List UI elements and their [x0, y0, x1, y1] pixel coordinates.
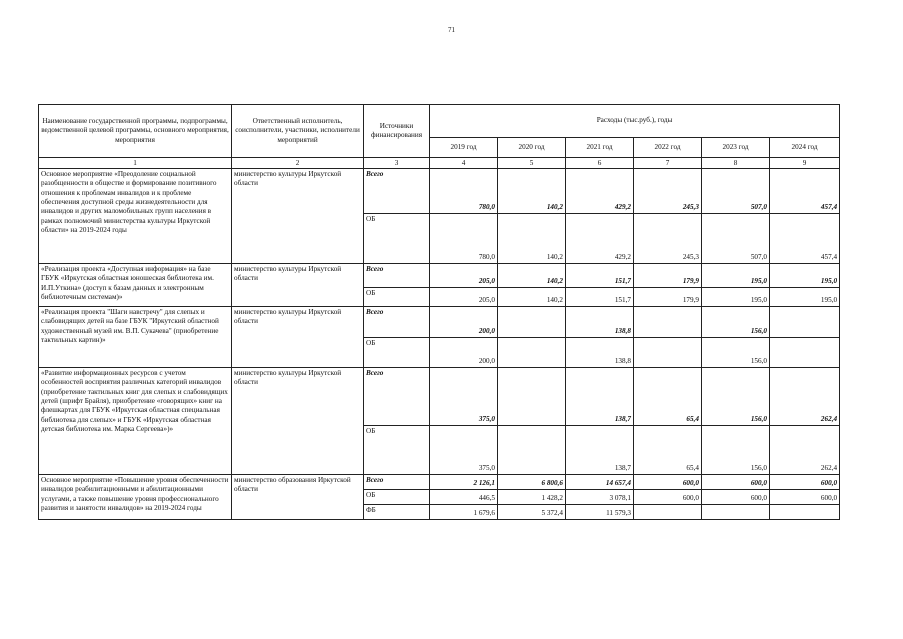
expense-value: 375,0	[430, 368, 498, 426]
funding-source: ОБ	[364, 490, 430, 505]
table-row	[39, 169, 840, 214]
expense-value: 1 428,2	[498, 490, 566, 505]
expense-value: 245,3	[634, 169, 702, 214]
expense-value	[702, 505, 770, 520]
expenses-table	[38, 104, 840, 520]
header-name: Наименование государственной программы, подпрограммы, ведомственной целевой программы, основного мероприятия, мероприятия	[39, 105, 232, 158]
expense-value: 205,0	[430, 264, 498, 288]
expense-value: 195,0	[702, 264, 770, 288]
expense-value: 140,2	[498, 264, 566, 288]
expense-value	[634, 505, 702, 520]
expense-value: 6 800,6	[498, 475, 566, 490]
header-year: 2021 год	[566, 138, 634, 158]
expense-value	[770, 338, 840, 368]
expense-value: 200,0	[430, 307, 498, 338]
table-row	[39, 264, 840, 288]
expense-value: 245,3	[634, 214, 702, 264]
table-row	[39, 307, 840, 338]
expense-value: 507,0	[702, 169, 770, 214]
header-expenses: Расходы (тыс.руб.), годы	[430, 105, 840, 138]
column-number: 4	[430, 158, 498, 169]
executor: министерство культуры Иркутской области	[232, 368, 364, 475]
header-year: 2024 год	[770, 138, 840, 158]
expense-value: 600,0	[770, 490, 840, 505]
activity-name: Основное мероприятие «Преодоление социальной разобщенности в обществе и формирование позитивного отношения к проблемам инвалидов и к проблеме обеспечения доступной среды жизнедеятельности для инвалидов и других маломобильных групп населения в рамках полномочий министерства культуры Иркутской области» на 2019-2024 годы	[39, 169, 232, 264]
expense-value: 600,0	[702, 475, 770, 490]
column-number: 3	[364, 158, 430, 169]
expense-value: 262,4	[770, 426, 840, 475]
expense-value: 138,8	[566, 338, 634, 368]
expense-value: 179,9	[634, 264, 702, 288]
column-number: 8	[702, 158, 770, 169]
expense-value: 140,2	[498, 288, 566, 307]
expense-value: 156,0	[702, 368, 770, 426]
header-executor: Ответственный исполнитель, соисполнители, участники, исполнители мероприятий	[232, 105, 364, 158]
expense-value: 156,0	[702, 307, 770, 338]
expense-value: 375,0	[430, 426, 498, 475]
activity-name: «Развитие информационных ресурсов с учетом особенностей восприятия различных категорий инвалидов (приобретение тактильных книг для слепых и слабовидящих детей (шрифт Брайля), приобретение «говорящих» книг на флешкартах для ГБУК «Иркутская областная специальная библиотека для слепых» и ГБУК «Иркутская областная детская библиотека им. Марка Сергеева»)»	[39, 368, 232, 475]
expense-value: 780,0	[430, 169, 498, 214]
expense-value: 195,0	[770, 264, 840, 288]
expense-value: 156,0	[702, 426, 770, 475]
expense-value: 429,2	[566, 214, 634, 264]
expense-value: 151,7	[566, 288, 634, 307]
expense-value: 140,2	[498, 169, 566, 214]
header-year: 2023 год	[702, 138, 770, 158]
expense-value: 65,4	[634, 426, 702, 475]
header-year: 2019 год	[430, 138, 498, 158]
expense-value: 5 372,4	[498, 505, 566, 520]
expense-value: 14 657,4	[566, 475, 634, 490]
expense-value: 205,0	[430, 288, 498, 307]
column-number: 1	[39, 158, 232, 169]
expense-value	[498, 338, 566, 368]
expense-value: 3 078,1	[566, 490, 634, 505]
expense-value: 457,4	[770, 169, 840, 214]
expense-value: 780,0	[430, 214, 498, 264]
activity-name: Основное мероприятие «Повышение уровня обеспеченности инвалидов реабилитационными и абилитационными услугами, а также повышение уровня профессионального развития и занятости инвалидов» на 2019-2024 годы	[39, 475, 232, 520]
expense-value: 156,0	[702, 338, 770, 368]
expense-value: 179,9	[634, 288, 702, 307]
expense-value: 11 579,3	[566, 505, 634, 520]
executor: министерство культуры Иркутской области	[232, 264, 364, 307]
expense-value: 507,0	[702, 214, 770, 264]
page-number: 71	[448, 26, 455, 34]
expense-value: 600,0	[702, 490, 770, 505]
expense-value: 195,0	[770, 288, 840, 307]
column-number: 9	[770, 158, 840, 169]
expense-value: 65,4	[634, 368, 702, 426]
activity-name: «Реализация проекта «Доступная информация» на базе ГБУК «Иркутская областная юношеская библиотека им. И.П.Уткина» (доступ к базам данных и электронным библиотечным системам)»	[39, 264, 232, 307]
funding-source: ОБ	[364, 338, 430, 368]
expense-value: 600,0	[770, 475, 840, 490]
expense-value: 140,2	[498, 214, 566, 264]
column-number: 6	[566, 158, 634, 169]
expense-value: 429,2	[566, 169, 634, 214]
funding-source: Всего	[364, 475, 430, 490]
table-row	[39, 368, 840, 426]
column-number: 2	[232, 158, 364, 169]
expense-value: 138,7	[566, 368, 634, 426]
executor: министерство образования Иркутской области	[232, 475, 364, 520]
expense-value: 138,7	[566, 426, 634, 475]
expense-value: 138,8	[566, 307, 634, 338]
column-number: 7	[634, 158, 702, 169]
expense-value	[498, 307, 566, 338]
executor: министерство культуры Иркутской области	[232, 307, 364, 368]
expense-value: 195,0	[702, 288, 770, 307]
header-year: 2022 год	[634, 138, 702, 158]
expense-value	[498, 368, 566, 426]
funding-source: Всего	[364, 307, 430, 338]
expense-value: 151,7	[566, 264, 634, 288]
executor: министерство культуры Иркутской области	[232, 169, 364, 264]
funding-source: Всего	[364, 368, 430, 426]
expense-value: 262,4	[770, 368, 840, 426]
activity-name: «Реализация проекта "Шаги навстречу" для слепых и слабовидящих детей на базе ГБУК "Иркутский областной художественный музей им. В.П. Сукачева" (приобретение тактильных картин)»	[39, 307, 232, 368]
funding-source: Всего	[364, 169, 430, 214]
expense-value: 600,0	[634, 475, 702, 490]
table-row	[39, 475, 840, 490]
funding-source: ФБ	[364, 505, 430, 520]
expense-value	[498, 426, 566, 475]
expense-value	[634, 307, 702, 338]
column-number: 5	[498, 158, 566, 169]
expense-value: 200,0	[430, 338, 498, 368]
funding-source: Всего	[364, 264, 430, 288]
header-year: 2020 год	[498, 138, 566, 158]
funding-source: ОБ	[364, 214, 430, 264]
funding-source: ОБ	[364, 288, 430, 307]
expense-value: 1 679,6	[430, 505, 498, 520]
expense-value: 457,4	[770, 214, 840, 264]
expense-value: 600,0	[634, 490, 702, 505]
expense-value: 2 126,1	[430, 475, 498, 490]
expense-value	[770, 505, 840, 520]
expense-value	[770, 307, 840, 338]
expense-value: 446,5	[430, 490, 498, 505]
header-source: Источники финансирования	[364, 105, 430, 158]
expense-value	[634, 338, 702, 368]
funding-source: ОБ	[364, 426, 430, 475]
